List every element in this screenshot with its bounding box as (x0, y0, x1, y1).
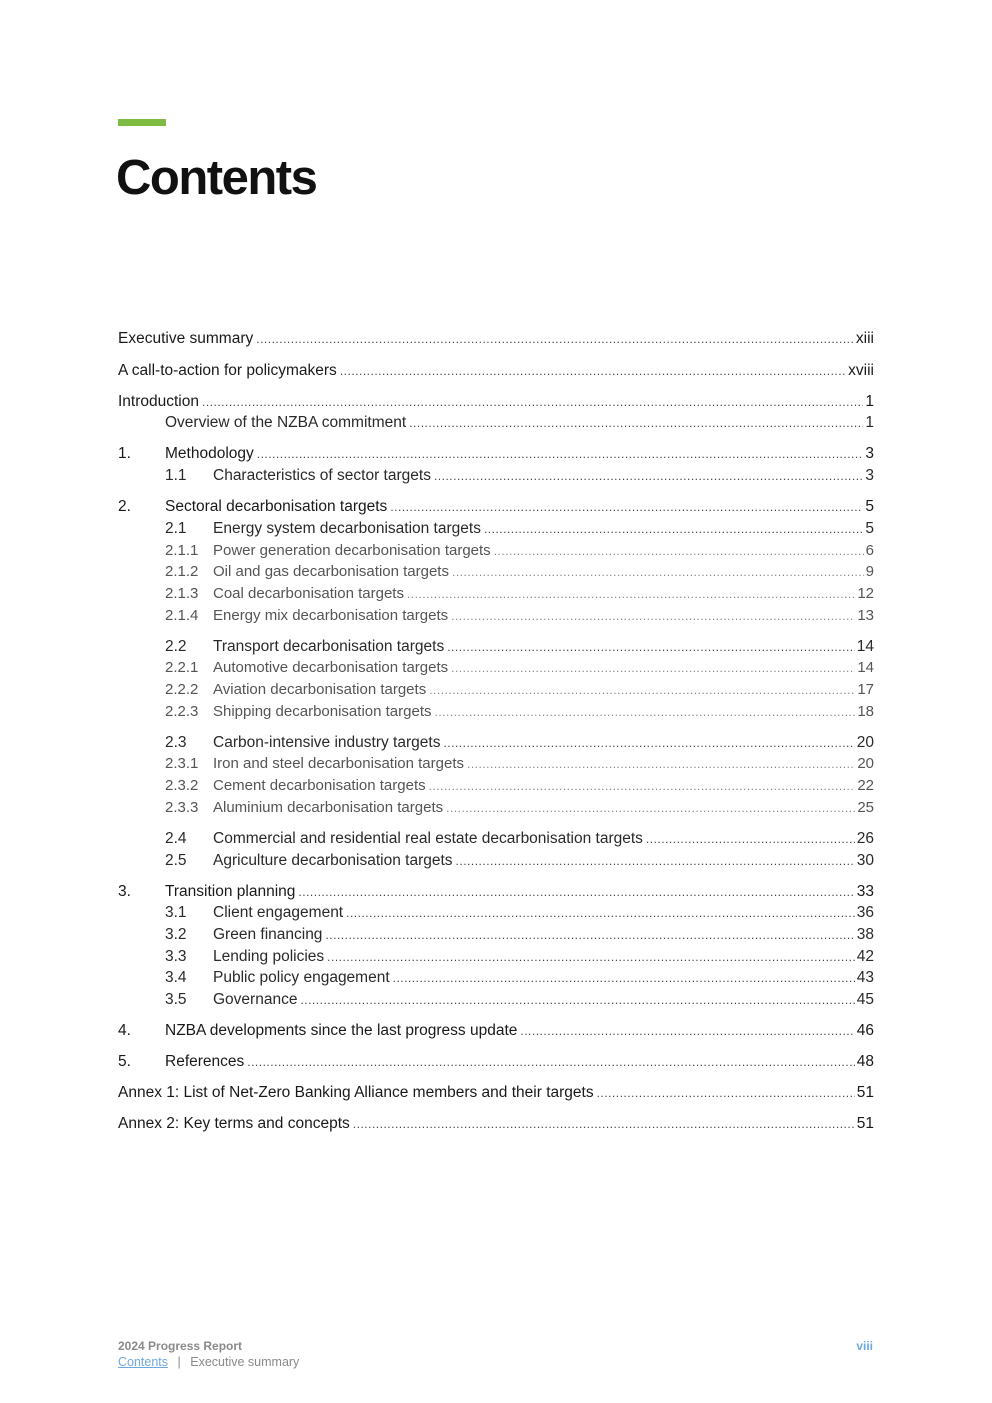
toc-entry[interactable] (118, 330, 874, 348)
toc-entry-page: 6 (865, 542, 874, 559)
toc-entry-page: 5 (865, 498, 874, 515)
toc-entry-label: Governance (213, 991, 298, 1008)
toc-leader-dots (646, 832, 855, 846)
toc-entry-label: Introduction (118, 393, 199, 410)
toc-entry[interactable] (118, 393, 874, 411)
toc-entry[interactable] (118, 755, 874, 772)
toc-entry-number: 2.2 (165, 638, 187, 655)
toc-entry-page: 20 (856, 734, 874, 751)
toc-entry-number: 3.4 (165, 969, 187, 986)
toc-entry-page: 9 (865, 563, 874, 580)
toc-entry-label: Oil and gas decarbonisation targets (213, 563, 449, 580)
toc-leader-dots (456, 854, 855, 868)
toc-entry[interactable] (118, 926, 874, 944)
toc-entry-number: 2.3 (165, 734, 187, 751)
toc-leader-dots (443, 736, 854, 750)
toc-entry-number: 2.3.2 (165, 777, 199, 794)
toc-entry-number: 1. (118, 445, 131, 462)
toc-entry-page: 14 (856, 638, 874, 655)
toc-entry-label: Executive summary (118, 330, 254, 347)
toc-entry-number: 4. (118, 1022, 131, 1039)
toc-entry[interactable] (118, 681, 874, 698)
toc-leader-dots (257, 447, 864, 461)
toc-entry-number: 2.3.3 (165, 799, 199, 816)
toc-leader-dots (484, 522, 863, 536)
toc-entry-page: 12 (857, 585, 874, 602)
toc-entry-page: 22 (857, 777, 874, 794)
toc-entry-number: 3.5 (165, 991, 187, 1008)
toc-entry-label: Automotive decarbonisation targets (213, 659, 449, 676)
toc-leader-dots (447, 640, 855, 654)
toc-entry-page: 3 (865, 445, 874, 462)
toc-leader-dots (520, 1024, 854, 1038)
toc-entry-page: 42 (856, 948, 874, 965)
toc-leader-dots (247, 1055, 854, 1069)
toc-leader-dots (340, 364, 846, 378)
footer-contents-link[interactable]: Contents (118, 1355, 169, 1369)
toc-entry[interactable] (118, 659, 874, 676)
toc-entry-label: Energy mix decarbonisation targets (213, 607, 449, 624)
toc-entry-number: 5. (118, 1053, 131, 1070)
toc-entry-page: xviii (848, 362, 874, 379)
toc-entry[interactable] (118, 852, 874, 870)
toc-entry[interactable] (118, 362, 874, 380)
title-accent-bar (118, 119, 166, 126)
toc-entry[interactable] (118, 445, 874, 463)
toc-leader-dots (298, 885, 854, 899)
toc-entry-page: 30 (856, 852, 874, 869)
toc-entry-label: Shipping decarbonisation targets (213, 703, 432, 720)
toc-entry[interactable] (118, 498, 874, 516)
toc-leader-dots (390, 500, 863, 514)
toc-entry-number: 3. (118, 883, 131, 900)
toc-leader-dots (256, 332, 854, 346)
toc-leader-dots (429, 683, 855, 697)
toc-entry-label: A call-to-action for policymakers (118, 362, 337, 379)
toc-entry[interactable] (118, 703, 874, 720)
toc-entry-page: 14 (857, 659, 874, 676)
toc-entry-label: Energy system decarbonisation targets (213, 520, 481, 537)
toc-entry[interactable] (118, 1084, 874, 1102)
toc-leader-dots (434, 705, 855, 719)
toc-entry-page: 18 (857, 703, 874, 720)
toc-entry-number: 2.1 (165, 520, 187, 537)
toc-entry-page: 36 (856, 904, 874, 921)
toc-leader-dots (452, 565, 864, 579)
toc-leader-dots (300, 993, 854, 1007)
toc-entry-page: 1 (865, 393, 874, 410)
toc-entry-number: 2.1.4 (165, 607, 199, 624)
toc-entry-label: References (165, 1053, 245, 1070)
toc-leader-dots (434, 469, 863, 483)
toc-entry-page: 51 (856, 1115, 874, 1132)
toc-entry[interactable] (118, 638, 874, 656)
toc-leader-dots (494, 544, 864, 558)
toc-entry[interactable] (118, 563, 874, 580)
toc-entry-number: 2.1.1 (165, 542, 199, 559)
toc-leader-dots (597, 1086, 855, 1100)
toc-entry-page: 51 (856, 1084, 874, 1101)
toc-entry-page: 5 (865, 520, 874, 537)
toc-entry-label: Annex 1: List of Net-Zero Banking Alliance members and their targets (118, 1084, 594, 1101)
toc-entry-number: 3.2 (165, 926, 187, 943)
toc-entry-label: Transition planning (165, 883, 296, 900)
toc-entry-label: Agriculture decarbonisation targets (213, 852, 453, 869)
toc-entry[interactable] (118, 991, 874, 1009)
toc-leader-dots (325, 928, 854, 942)
toc-entry[interactable] (118, 883, 874, 901)
toc-entry-page: 13 (857, 607, 874, 624)
toc-entry-number: 2.2.2 (165, 681, 199, 698)
toc-entry-label: Carbon-intensive industry targets (213, 734, 441, 751)
footer-executive-summary-link[interactable]: Executive summary (190, 1355, 300, 1369)
toc-entry-page: 33 (856, 883, 874, 900)
toc-entry-number: 2.2.1 (165, 659, 199, 676)
toc-entry-label: Annex 2: Key terms and concepts (118, 1115, 350, 1132)
toc-entry[interactable] (118, 542, 874, 559)
toc-entry-page: 17 (857, 681, 874, 698)
toc-entry-page: 20 (857, 755, 874, 772)
toc-leader-dots (446, 801, 855, 815)
toc-leader-dots (451, 661, 855, 675)
toc-entry-label: Methodology (165, 445, 254, 462)
toc-entry-label: Aviation decarbonisation targets (213, 681, 427, 698)
toc-entry[interactable] (118, 1022, 874, 1040)
toc-leader-dots (353, 1117, 855, 1131)
toc-entry-number: 2.1.3 (165, 585, 199, 602)
toc-entry-page: 48 (856, 1053, 874, 1070)
toc-leader-dots (202, 395, 863, 409)
toc-entry-page: 38 (856, 926, 874, 943)
toc-leader-dots (346, 906, 855, 920)
toc-entry[interactable] (118, 414, 874, 432)
toc-leader-dots (451, 609, 855, 623)
footer-report-title: 2024 Progress Report (118, 1339, 243, 1353)
toc-entry-number: 1.1 (165, 467, 187, 484)
toc-entry-page: 45 (856, 991, 874, 1008)
toc-entry[interactable] (118, 734, 874, 752)
toc-entry-label: Client engagement (213, 904, 344, 921)
toc-entry-number: 2.1.2 (165, 563, 199, 580)
toc-leader-dots (393, 971, 855, 985)
toc-entry[interactable] (118, 948, 874, 966)
toc-entry-label: Public policy engagement (213, 969, 390, 986)
toc-entry-label: Iron and steel decarbonisation targets (213, 755, 464, 772)
toc-entry-number: 3.1 (165, 904, 187, 921)
toc-entry-page: 46 (856, 1022, 874, 1039)
toc-entry[interactable] (118, 1053, 874, 1071)
toc-entry-label: Overview of the NZBA commitment (165, 414, 407, 431)
toc-entry[interactable] (118, 904, 874, 922)
toc-entry[interactable] (118, 467, 874, 485)
toc-leader-dots (467, 757, 855, 771)
toc-entry[interactable] (118, 799, 874, 816)
toc-leader-dots (409, 416, 863, 430)
toc-entry-label: Lending policies (213, 948, 325, 965)
toc-entry[interactable] (118, 585, 874, 602)
toc-entry[interactable] (118, 777, 874, 794)
toc-entry-page: 3 (865, 467, 874, 484)
toc-entry-label: Transport decarbonisation targets (213, 638, 445, 655)
footer-breadcrumb (118, 1355, 299, 1369)
toc-entry-page: xiii (855, 330, 874, 347)
toc-leader-dots (327, 950, 855, 964)
toc-entry[interactable] (118, 520, 874, 538)
toc-entry-label: Sectoral decarbonisation targets (165, 498, 388, 515)
toc-entry-number: 3.3 (165, 948, 187, 965)
toc-entry-label: Cement decarbonisation targets (213, 777, 426, 794)
toc-entry[interactable] (118, 1115, 874, 1133)
toc-entry-label: Green financing (213, 926, 323, 943)
toc-entry-number: 2.2.3 (165, 703, 199, 720)
footer-separator: | (177, 1355, 181, 1369)
toc-entry-label: Coal decarbonisation targets (213, 585, 404, 602)
toc-entry-number: 2.4 (165, 830, 187, 847)
toc-entry-label: Aluminium decarbonisation targets (213, 799, 444, 816)
toc-leader-dots (429, 779, 856, 793)
toc-entry[interactable] (118, 969, 874, 987)
toc-entry-label: Characteristics of sector targets (213, 467, 431, 484)
page-title: Contents (116, 151, 317, 205)
footer-page-number: viii (856, 1339, 873, 1353)
toc-entry-number: 2. (118, 498, 131, 515)
toc-leader-dots (407, 587, 855, 601)
toc-entry-label: Power generation decarbonisation targets (213, 542, 491, 559)
toc-entry-page: 43 (856, 969, 874, 986)
toc-entry-page: 26 (856, 830, 874, 847)
toc-entry-label: NZBA developments since the last progress update (165, 1022, 518, 1039)
toc-entry[interactable] (118, 830, 874, 848)
toc-entry-page: 25 (857, 799, 874, 816)
toc-entry-number: 2.3.1 (165, 755, 199, 772)
toc-entry[interactable] (118, 607, 874, 624)
toc-entry-page: 1 (865, 414, 874, 431)
toc-entry-label: Commercial and residential real estate decarbonisation targets (213, 830, 643, 847)
toc-entry-number: 2.5 (165, 852, 187, 869)
